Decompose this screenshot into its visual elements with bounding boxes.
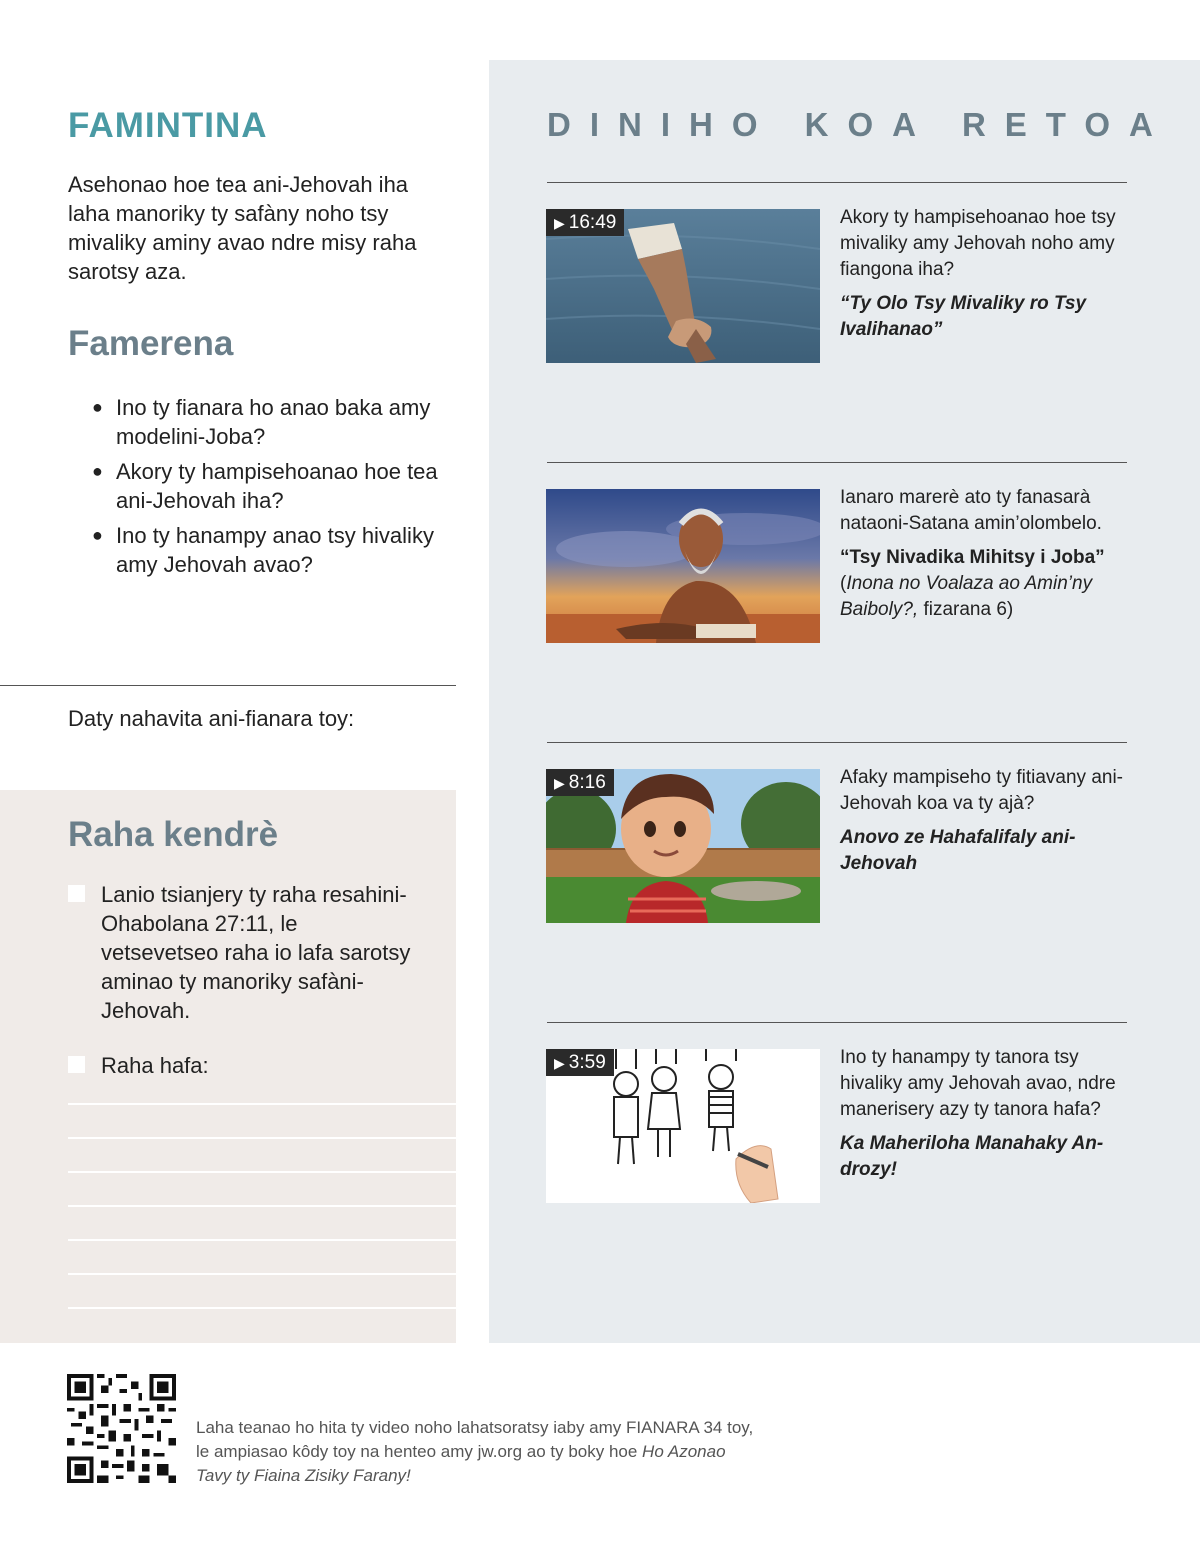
review-item: ● Ino ty fianara ho anao baka amy modelini-Joba? [92,395,431,449]
video-reference: “Tsy Nivadika Mihitsy i Joba” (Inona no Voalaza ao Amin’ny Baiboly?, fizarana 6) [840,547,1105,620]
job-image [546,489,820,643]
review-list [92,393,462,585]
video-duration: ▶ 16:49 [546,209,624,236]
video-description: Akory ty hampisehoanao hoe tsy mivaliky amy Jehovah noho amy fiangona iha? “Ty Olo Tsy Mivaliky ro Tsy Ivalihanao” [840,205,1130,343]
review-item: ● Ino ty hanampy anao tsy hivaliky amy Jehovah avao? [92,523,434,577]
writing-line[interactable] [68,1137,456,1139]
video-title[interactable]: “Ty Olo Tsy Mivaliky ro Tsy Ivalihanao” [840,293,1087,340]
goal-heading: Raha kendrè [68,815,279,854]
footer-note: Laha teanao ho hita ty video noho lahatsoratsy iaby amy FIANARA 34 toy, le ampiasao kôdy toy na henteo amy jw.org ao ty boky hoe Ho Azonao Tavy ty Fiaina Zisiky Farany! [196,1418,754,1485]
writing-line[interactable] [68,1103,456,1105]
review-heading: Famerena [68,324,234,363]
summary-heading: FAMINTINA [68,106,268,145]
summary-text: Asehonao hoe tea ani-Jehovah iha laha manoriky ty safàny noho tsy mivaliky aminy avao ndre misy raha sarotsy aza. [68,172,417,284]
play-icon: ▶ [554,1055,565,1071]
video-thumbnail[interactable] [546,1049,820,1203]
video-duration: ▶ 3:59 [546,1049,614,1076]
bullet-icon: ● [92,461,103,481]
goal-item: Raha hafa: [68,1051,448,1081]
explore-heading: DINIHO KOA RETOA [547,106,1172,143]
writing-line[interactable] [68,1205,456,1207]
play-icon: ▶ [554,215,565,231]
date-completed-label: Daty nahavita ani-fianara toy: [68,706,355,731]
bullet-icon: ● [92,397,103,417]
video-title[interactable]: “Tsy Nivadika Mihitsy i Joba” [840,547,1105,568]
video-thumbnail[interactable] [546,209,820,363]
book-title: Ho Azonao Tavy ty Fiaina Zisiky Farany! [196,1442,726,1485]
goal-item: Lanio tsianjery ty raha resahini-Ohabolana 27:11, le vetsevetseo raha io lafa sarotsy aminao ty manoriky safàni-Jehovah. [68,880,448,1030]
divider [0,685,456,686]
writing-line[interactable] [68,1171,456,1173]
divider [547,462,1127,463]
writing-line[interactable] [68,1239,456,1241]
video-thumbnail[interactable] [546,489,820,643]
qr-code[interactable] [67,1374,176,1483]
play-icon: ▶ [554,775,565,791]
writing-line[interactable] [68,1273,456,1275]
divider [547,1022,1127,1023]
video-description: Ino ty hanampy ty tanora tsy hivaliky amy Jehovah avao, ndre manerisery azy ty tanora hafa? Ka Maheriloha Manahaky An-drozy! [840,1045,1130,1183]
writing-line[interactable] [68,1307,456,1309]
bullet-icon: ● [92,525,103,545]
video-title[interactable]: Anovo ze Hahafalifaly ani-Jehovah [840,827,1076,874]
video-description: Ianaro marerè ato ty fanasarà nataoni-Satana amin’olombelo. “Tsy Nivadika Mihitsy i Joba” (Inona no Voalaza ao Amin’ny Baiboly?, fizarana 6) [840,485,1130,623]
divider [547,742,1127,743]
video-duration: ▶ 8:16 [546,769,614,796]
video-title[interactable]: Ka Maheriloha Manahaky An-drozy! [840,1133,1104,1180]
book-title: Inona no Voalaza ao Amin’ny Baiboly?, [840,573,1093,620]
review-item: ● Akory ty hampisehoanao hoe tea ani-Jehovah iha? [92,459,438,513]
divider [547,182,1127,183]
checkbox[interactable] [68,885,85,902]
video-description: Afaky mampiseho ty fitiavany ani-Jehovah koa va ty ajà? Anovo ze Hahafalifaly ani-Jehovah [840,765,1130,877]
video-thumbnail[interactable] [546,769,820,923]
checkbox[interactable] [68,1056,85,1073]
